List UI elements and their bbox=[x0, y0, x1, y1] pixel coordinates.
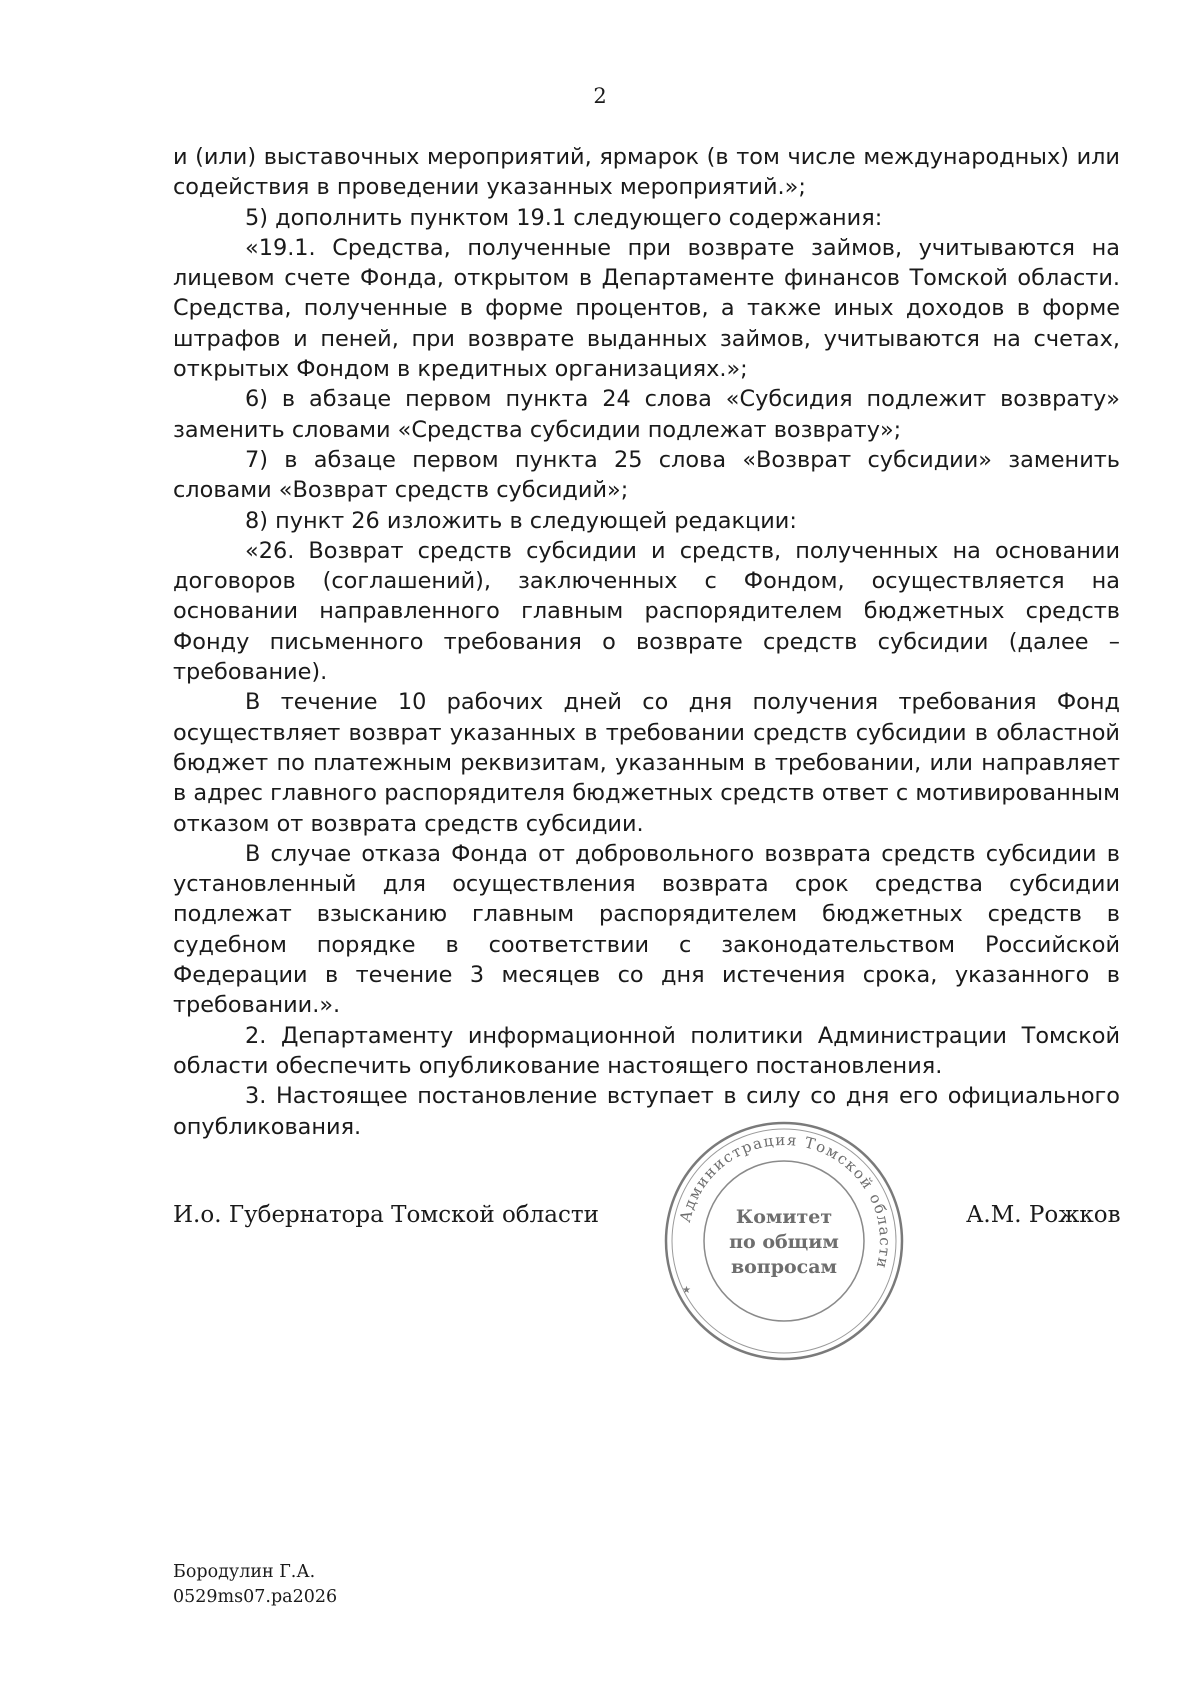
footer-author: Бородулин Г.А. bbox=[173, 1562, 316, 1582]
paragraph-item-6: 6) в абзаце первом пункта 24 слова «Субсидия подлежит возврату» заменить словами «Средства субсидии подлежат возврату»; bbox=[173, 386, 1120, 443]
paragraph-item-7: 7) в абзаце первом пункта 25 слова «Возврат субсидии» заменить словами «Возврат средств субсидий»; bbox=[173, 446, 1120, 504]
seal-star-icon: ★ bbox=[682, 1285, 691, 1296]
paragraph-section-3: 3. Настоящее постановление вступает в силу со дня его официального опубликования. bbox=[173, 1083, 1120, 1140]
seal-ring-text: Администрация Томской области bbox=[675, 1130, 895, 1272]
paragraph-clause-26: «26. Возврат средств субсидии и средств, полученных на основании договоров (соглашений), заключенных с Фондом, осуществляется на основании направленного главным распорядителем бюджетных средств Фонду письменного требования о возврате средств субсидии (далее – требование). bbox=[173, 537, 1120, 686]
seal-center-line-1: Комитет bbox=[735, 1206, 833, 1228]
paragraph-continuation: и (или) выставочных мероприятий, ярмарок (в том числе международных) или содействия в проведении указанных мероприятий.»; bbox=[173, 144, 1120, 201]
footer bbox=[173, 1560, 337, 1610]
paragraph-clause-26-part-3: В случае отказа Фонда от добровольного возврата средств субсидии в установленный для осуществления возврата срок средства субсидии подлежат взысканию главным распорядителем бюджетных средств в судебном порядке в соответствии с законодательством Российской Федерации в течение 3 месяцев со дня истечения срока, указанного в требовании.». bbox=[173, 840, 1120, 1019]
signatory-title: И.о. Губернатора Томской области bbox=[173, 1202, 599, 1228]
paragraph-clause-26-part-2: В течение 10 рабочих дней со дня получения требования Фонд осуществляет возврат указанных в требовании средств субсидии в областной бюджет по платежным реквизитам, указанным в требовании, или направляет в адрес главного распорядителя бюджетных средств ответ с мотивированным отказом от возврата средств субсидии. bbox=[173, 689, 1120, 837]
seal-center-line-2: по общим bbox=[729, 1231, 839, 1253]
document-body bbox=[173, 142, 1120, 1142]
paragraph-clause-19-1: «19.1. Средства, полученные при возврате займов, учитываются на лицевом счете Фонда, открытом в Департаменте финансов Томской области. Средства, полученные в форме процентов, а также иных доходов в форме штрафов и пеней, при возврате выданных займов, учитываются на счетах, открытых Фондом в кредитных организациях.»; bbox=[173, 234, 1120, 383]
official-seal bbox=[662, 1119, 906, 1363]
paragraph-section-2: 2. Департаменту информационной политики Администрации Томской области обеспечить опубликование настоящего постановления. bbox=[173, 1022, 1120, 1079]
signatory-name: А.М. Рожков bbox=[966, 1202, 1121, 1228]
seal-center-line-3: вопросам bbox=[730, 1256, 838, 1278]
page-number: 2 bbox=[593, 84, 607, 108]
footer-doc-code: 0529ms07.pa2026 bbox=[173, 1587, 338, 1607]
paragraph-item-8: 8) пункт 26 изложить в следующей редакции: bbox=[245, 507, 797, 534]
paragraph-item-5: 5) дополнить пунктом 19.1 следующего содержания: bbox=[245, 204, 883, 231]
